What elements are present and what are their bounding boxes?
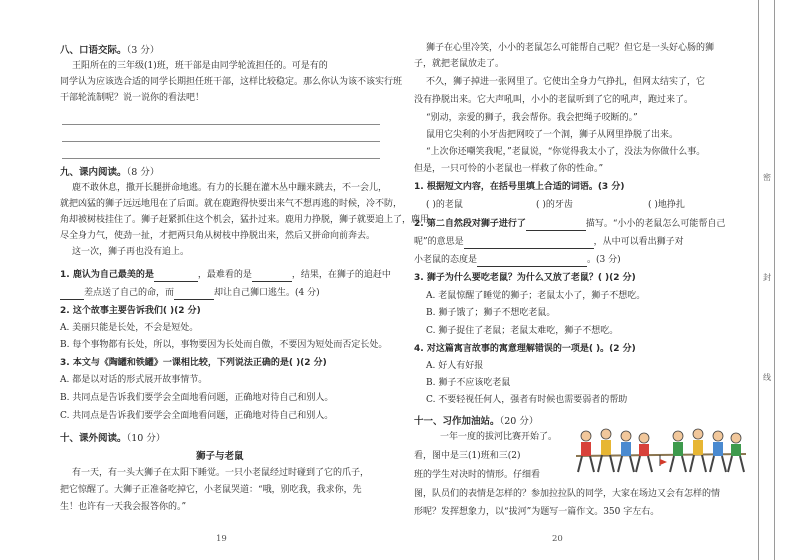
binding-line (758, 0, 759, 560)
page-number: 19 (216, 534, 227, 544)
story-line: 把它惊醒了。大狮子正准备吃掉它，小老鼠哭道：“哦，别吃我，我求你，先 (60, 485, 362, 495)
s9-question-1: 1. 鹿认为自己最美的是 ，最难看的是 ，结果，在狮子的追赶中 (60, 270, 391, 280)
binding-line (774, 0, 775, 560)
option[interactable]: B. 狮子饿了；狮子不想吃老鼠。 (426, 308, 556, 318)
binding-mark: 线 (763, 373, 771, 382)
r-question-4: 4. 对这篇寓言故事的寓意理解错误的一项是( )。(2 分) (414, 344, 636, 354)
option[interactable]: C. 共同点是告诉我们要学会全面地看问题，正确地对待自己和别人。 (60, 411, 334, 421)
fill-blank[interactable] (477, 254, 587, 267)
s9-text-line: 就把凶猛的狮子远远地甩在了后面。就在鹿跑得快要出来气不想再逃的时候，冷不防， (60, 199, 403, 209)
story-line: 有一天，有一头大狮子在太阳下睡觉。一只小老鼠经过时碰到了它的爪子， (72, 468, 370, 478)
story-line: 狮子在心里冷笑，小小的老鼠怎么可能帮自己呢？但它是一头好心肠的狮 (426, 43, 715, 53)
s11-line: 看，图中是三(1)班和三(2) (414, 451, 521, 461)
fill-blank[interactable] (154, 269, 198, 282)
option[interactable]: B. 共同点是告诉我们要学会全面地看问题，正确地对待自己和别人。 (60, 393, 334, 403)
r-q1-item[interactable]: ( )的牙齿 (536, 200, 573, 210)
option[interactable]: C. 不要轻视任何人，强者有时候也需要弱者的帮助 (426, 395, 628, 405)
story-title: 狮子与老鼠 (196, 451, 244, 462)
option[interactable]: B. 每个事物都有长处，所以，事物要因为长处而自傲，不要因为短处而否定长处。 (60, 340, 388, 350)
r-question-3: 3. 狮子为什么要吃老鼠？为什么又放了老鼠？( )(2 分) (414, 273, 636, 283)
tug-of-war-illustration (572, 418, 750, 482)
s11-line: 一年一度的拔河比赛开始了。 (440, 432, 558, 442)
s9-question-2: 2. 这个故事主要告诉我们( )(2 分) (60, 306, 201, 316)
r-question-2-cont: 小老鼠的态度是 。(3 分) (414, 255, 621, 265)
fill-blank[interactable] (174, 287, 214, 300)
story-line: 没有挣脱出来。它大声吼叫，小小的老鼠听到了它的吼声，跑过来了。 (414, 95, 694, 105)
s9-question-1-cont: 差点送了自己的命，而 却让自己狮口逃生。(4 分) (60, 287, 320, 300)
story-line: 生！也许有一天我会报答你的。” (60, 502, 187, 512)
answer-line[interactable] (62, 158, 380, 159)
option[interactable]: A. 都是以对话的形式展开故事情节。 (60, 375, 208, 385)
s9-text-line: 这一次，狮子再也没有追上。 (72, 247, 190, 257)
s9-text-line: 鹿不敢休息，撒开长腿拼命地逃。有力的长腿在灌木丛中蹦来跳去，不一会儿， (72, 183, 388, 193)
r-question-1: 1. 根据短文内容，在括号里填上合适的词语。(3 分) (414, 182, 625, 192)
option[interactable]: B. 狮子不应该吃老鼠 (426, 378, 511, 388)
fill-blank[interactable] (252, 269, 292, 282)
story-line: 鼠用它尖利的小牙齿把网咬了一个洞，狮子从网里挣脱了出来。 (426, 130, 679, 140)
s11-line: 图，队员们的表情是怎样的？参加拉拉队的同学，大家在场边又会有怎样的情 (414, 489, 721, 499)
section-8-title: 八、口语交际。（3 分） (60, 45, 160, 56)
r-q1-item[interactable]: ( )的老鼠 (426, 200, 463, 210)
fill-blank[interactable] (60, 287, 84, 300)
s9-text-line: 角却被树枝挂住了。狮子赶紧抓住这个机会，猛扑过来。鹿用力挣脱，狮子就要追上了，鹿用 (60, 215, 430, 225)
s8-paragraph-line: 同学认为应该选合适的同学长期担任班干部，这样比较稳定。那么你认为该不该实行班 (60, 77, 403, 87)
option[interactable]: A. 老鼠惊醒了睡觉的狮子；老鼠太小了，狮子不想吃。 (426, 291, 646, 301)
s8-paragraph-line: 干部轮流制呢？说一说你的看法吧！ (60, 93, 205, 103)
s11-line: 形呢？发挥想象力，以“拔河”为题写一篇作文。350 字左右。 (414, 507, 660, 517)
option[interactable]: A. 好人有好报 (426, 361, 484, 371)
option[interactable]: C. 狮子捉住了老鼠；老鼠太难吃，狮子不想吃。 (426, 326, 619, 336)
answer-line[interactable] (62, 141, 380, 142)
section-9-title: 九、课内阅读。（8 分） (60, 167, 160, 178)
binding-mark: 密 (763, 173, 771, 182)
fill-blank[interactable] (464, 236, 594, 249)
story-line: “别动，亲爱的狮子，我会帮你。我会把绳子咬断的。” (426, 113, 638, 123)
story-line: 子，就把老鼠放走了。 (414, 59, 505, 69)
r-question-2: 2. 第二自然段对狮子进行了 描写。“小小的老鼠怎么可能帮自己 (414, 219, 726, 229)
s11-line: 班的学生对决时的情形。仔细看 (414, 470, 541, 480)
answer-line[interactable] (62, 124, 380, 125)
s9-question-3: 3. 本文与《陶罐和铁罐》一课相比较，下列说法正确的是( )(2 分) (60, 358, 327, 368)
r-q1-item[interactable]: ( )地挣扎 (648, 200, 685, 210)
page-number: 20 (552, 534, 563, 544)
fill-blank[interactable] (526, 218, 586, 231)
r-question-2-cont: 呢”的意思是 ，从中可以看出狮子对 (414, 237, 684, 247)
s8-paragraph-line: 王阳所在的三年级(1)班，班干部是由同学轮流担任的。可是有的 (72, 61, 328, 71)
story-line: 不久，狮子掉进一张网里了。它使出全身力气挣扎，但网太结实了，它 (426, 77, 706, 87)
story-line: 但是，一只可怜的小老鼠也一样救了你的性命。” (414, 164, 604, 174)
section-10-title: 十、课外阅读。（10 分） (60, 433, 166, 444)
team-left (578, 429, 652, 472)
story-line: “上次你还嘲笑我呢，”老鼠说，“你觉得我太小了，没法为你做什么事。 (426, 147, 706, 157)
center-flag (660, 455, 667, 466)
section-11-title: 十一、习作加油站。（20 分） (414, 416, 539, 427)
right-page (412, 0, 750, 560)
binding-mark: 封 (763, 273, 771, 282)
team-right (670, 429, 744, 472)
option[interactable]: A. 美丽只能是长处，不会是短处。 (60, 323, 199, 333)
s9-text-line: 尽全身力气，使劲一扯，才把两只角从树枝中挣脱出来，然后又拼命向前奔去。 (60, 231, 376, 241)
